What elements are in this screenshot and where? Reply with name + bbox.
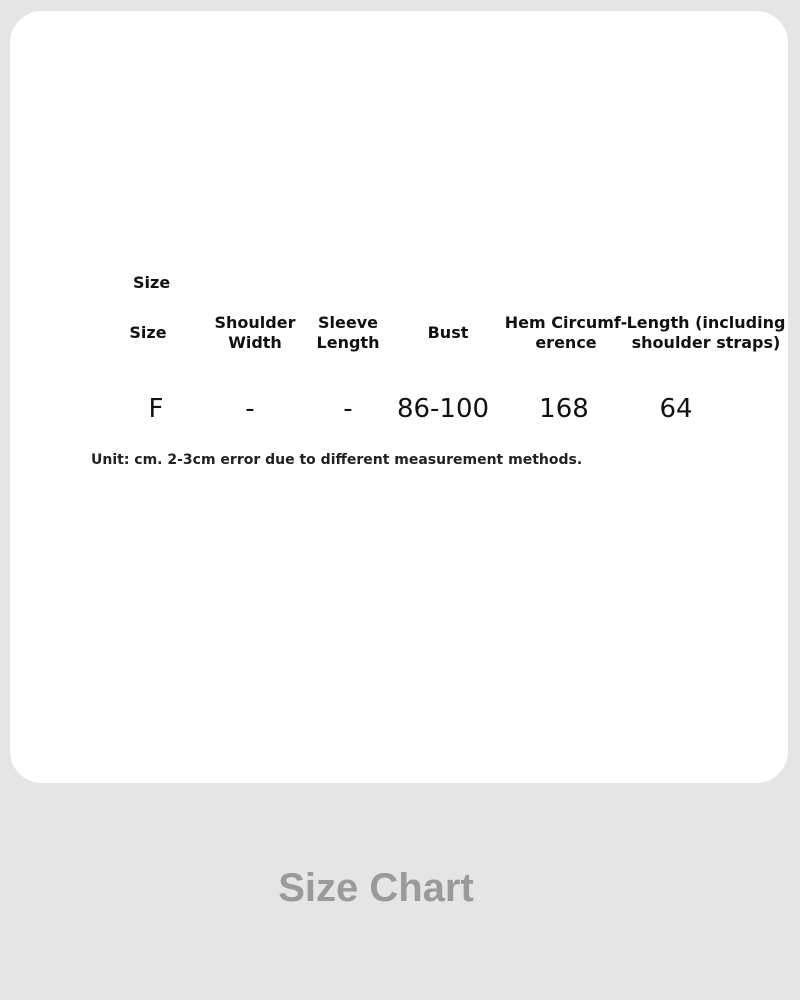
column-header-bust <box>408 323 488 343</box>
table-cell-hem-circumference: 168 <box>539 394 589 424</box>
column-header-length-line1: Length (including <box>626 313 786 332</box>
column-header-length <box>626 313 786 353</box>
column-header-length-line2: shoulder straps) <box>631 333 781 352</box>
table-cell-shoulder-width: - <box>245 394 255 424</box>
measurement-note: Unit: cm. 2-3cm error due to different measurement methods. <box>91 452 583 468</box>
column-header-hem-circumference-line1: Hem Circumf- <box>504 313 628 332</box>
size-chart-card <box>10 11 788 783</box>
table-cell-length: 64 <box>659 394 693 424</box>
column-header-bust-text: Bust <box>427 323 469 342</box>
table-cell-size: F <box>148 394 164 424</box>
table-caption: Size <box>133 273 171 292</box>
column-header-sleeve-length-line2: Length <box>316 333 380 352</box>
column-header-hem-circumference-line2: erence <box>535 333 597 352</box>
column-header-sleeve-length <box>298 313 398 353</box>
table-cell-sleeve-length: - <box>343 394 353 424</box>
column-header-size <box>113 323 183 343</box>
column-header-sleeve-length-line1: Sleeve <box>318 313 378 332</box>
column-header-shoulder-width-line2: Width <box>228 333 282 352</box>
column-header-shoulder-width-line1: Shoulder <box>214 313 296 332</box>
column-header-size-text: Size <box>129 323 167 342</box>
table-cell-bust: 86-100 <box>396 394 490 424</box>
column-header-shoulder-width <box>200 313 310 353</box>
column-header-hem-circumference <box>500 313 632 353</box>
size-chart-title: Size Chart <box>278 866 474 910</box>
